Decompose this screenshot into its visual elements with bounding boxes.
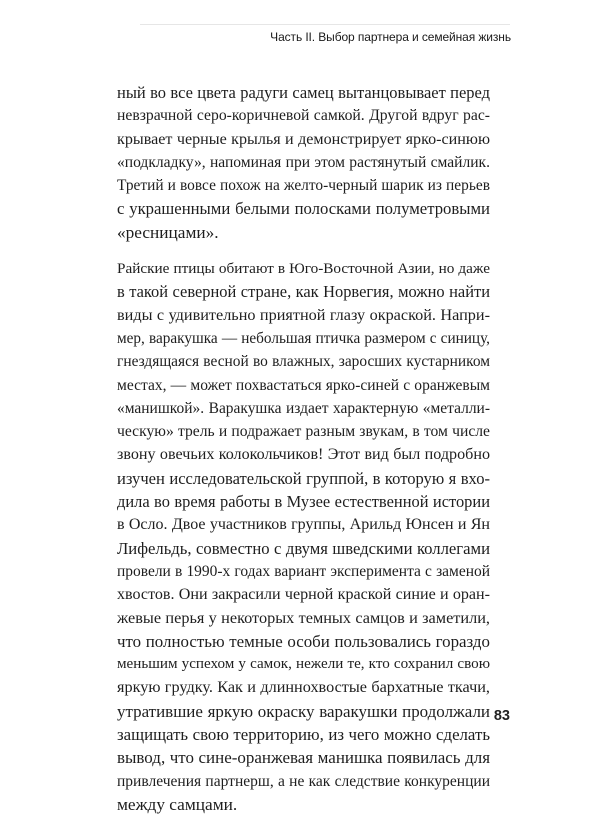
- text-line: меньшим успехом у самок, нежели те, кто сохранил свою: [117, 656, 490, 673]
- header-divider: [140, 24, 510, 25]
- paragraph-gap: [117, 244, 490, 257]
- text-line: «подкладку», напоминая при этом растянутый смайлик.: [117, 153, 490, 171]
- text-line: «ресницами».: [117, 222, 219, 242]
- text-line: защищать свою территорию, из чего можно сделать: [117, 725, 490, 745]
- page-number: 83: [493, 708, 510, 724]
- text-line: Райские птицы обитают в Юго-Восточной Азии, но даже: [117, 260, 490, 278]
- text-line: привлечения партнерш, а не как следствие конкуренции: [117, 772, 490, 790]
- text-line: в такой северной стране, как Норвегия, можно найти: [117, 282, 490, 302]
- text-line: между самцами.: [117, 794, 238, 814]
- text-line: ческую» трель и подражает разным звукам, в том числе: [117, 423, 490, 441]
- text-line: Лифельдь, совместно с двумя шведскими коллегами: [117, 538, 490, 558]
- text-line: ный во все цвета радуги самец вытанцовывает перед: [117, 83, 490, 102]
- text-line: в Осло. Двое участников группы, Арильд Юнсен и Ян: [117, 516, 490, 534]
- text-line: виды с удивительно приятной глазу окраской. Напри-: [117, 305, 490, 324]
- text-line: жевые перья у некоторых темных самцов и заметили,: [117, 608, 490, 627]
- text-line: вывод, что сине-оранжевая манишка появилась для: [117, 748, 490, 768]
- text-line: хвостов. Они закрасили черной краской синие и оран-: [117, 586, 490, 604]
- text-line: дила во время работы в Музее естественной истории: [117, 492, 490, 512]
- text-line: крывает черные крылья и демонстрирует ярко-синюю: [117, 130, 490, 148]
- text-line: с украшенными белыми полосками полуметровыми: [117, 199, 490, 219]
- text-line: местах, — может похвастаться ярко-синей с оранжевым: [117, 376, 490, 394]
- text-line: «манишкой». Варакушка издает характерную «металли-: [117, 399, 490, 417]
- text-line: звону овечьих колокольчиков! Этот вид был подробно: [117, 446, 490, 464]
- paragraph-2: [117, 257, 490, 816]
- running-header: Часть II. Выбор партнера и семейная жизнь: [270, 30, 511, 44]
- text-line: Третий и вовсе похож на желто-черный шарик из перьев: [117, 177, 490, 195]
- text-line: провели в 1990-х годах вариант эксперимента с заменой: [117, 562, 490, 580]
- text-line: изучен исследовательской группой, в которую я вхо-: [117, 468, 490, 488]
- text-line: яркую грудку. Как и длиннохвостые бархатные ткачи,: [117, 678, 490, 697]
- text-line: мер, варакушка — небольшая птичка размером с синицу,: [117, 329, 490, 347]
- text-line: утратившие яркую окраску варакушки продолжали: [117, 701, 490, 721]
- body-text: [117, 81, 490, 816]
- text-line: гнездящаяся весной во влажных, заросших кустарником: [117, 353, 490, 371]
- text-line: что полностью темные особи пользовались гораздо: [117, 631, 490, 651]
- text-line: невзрачной серо-коричневой самкой. Другой вдруг рас-: [117, 107, 490, 125]
- paragraph-1: [117, 81, 490, 244]
